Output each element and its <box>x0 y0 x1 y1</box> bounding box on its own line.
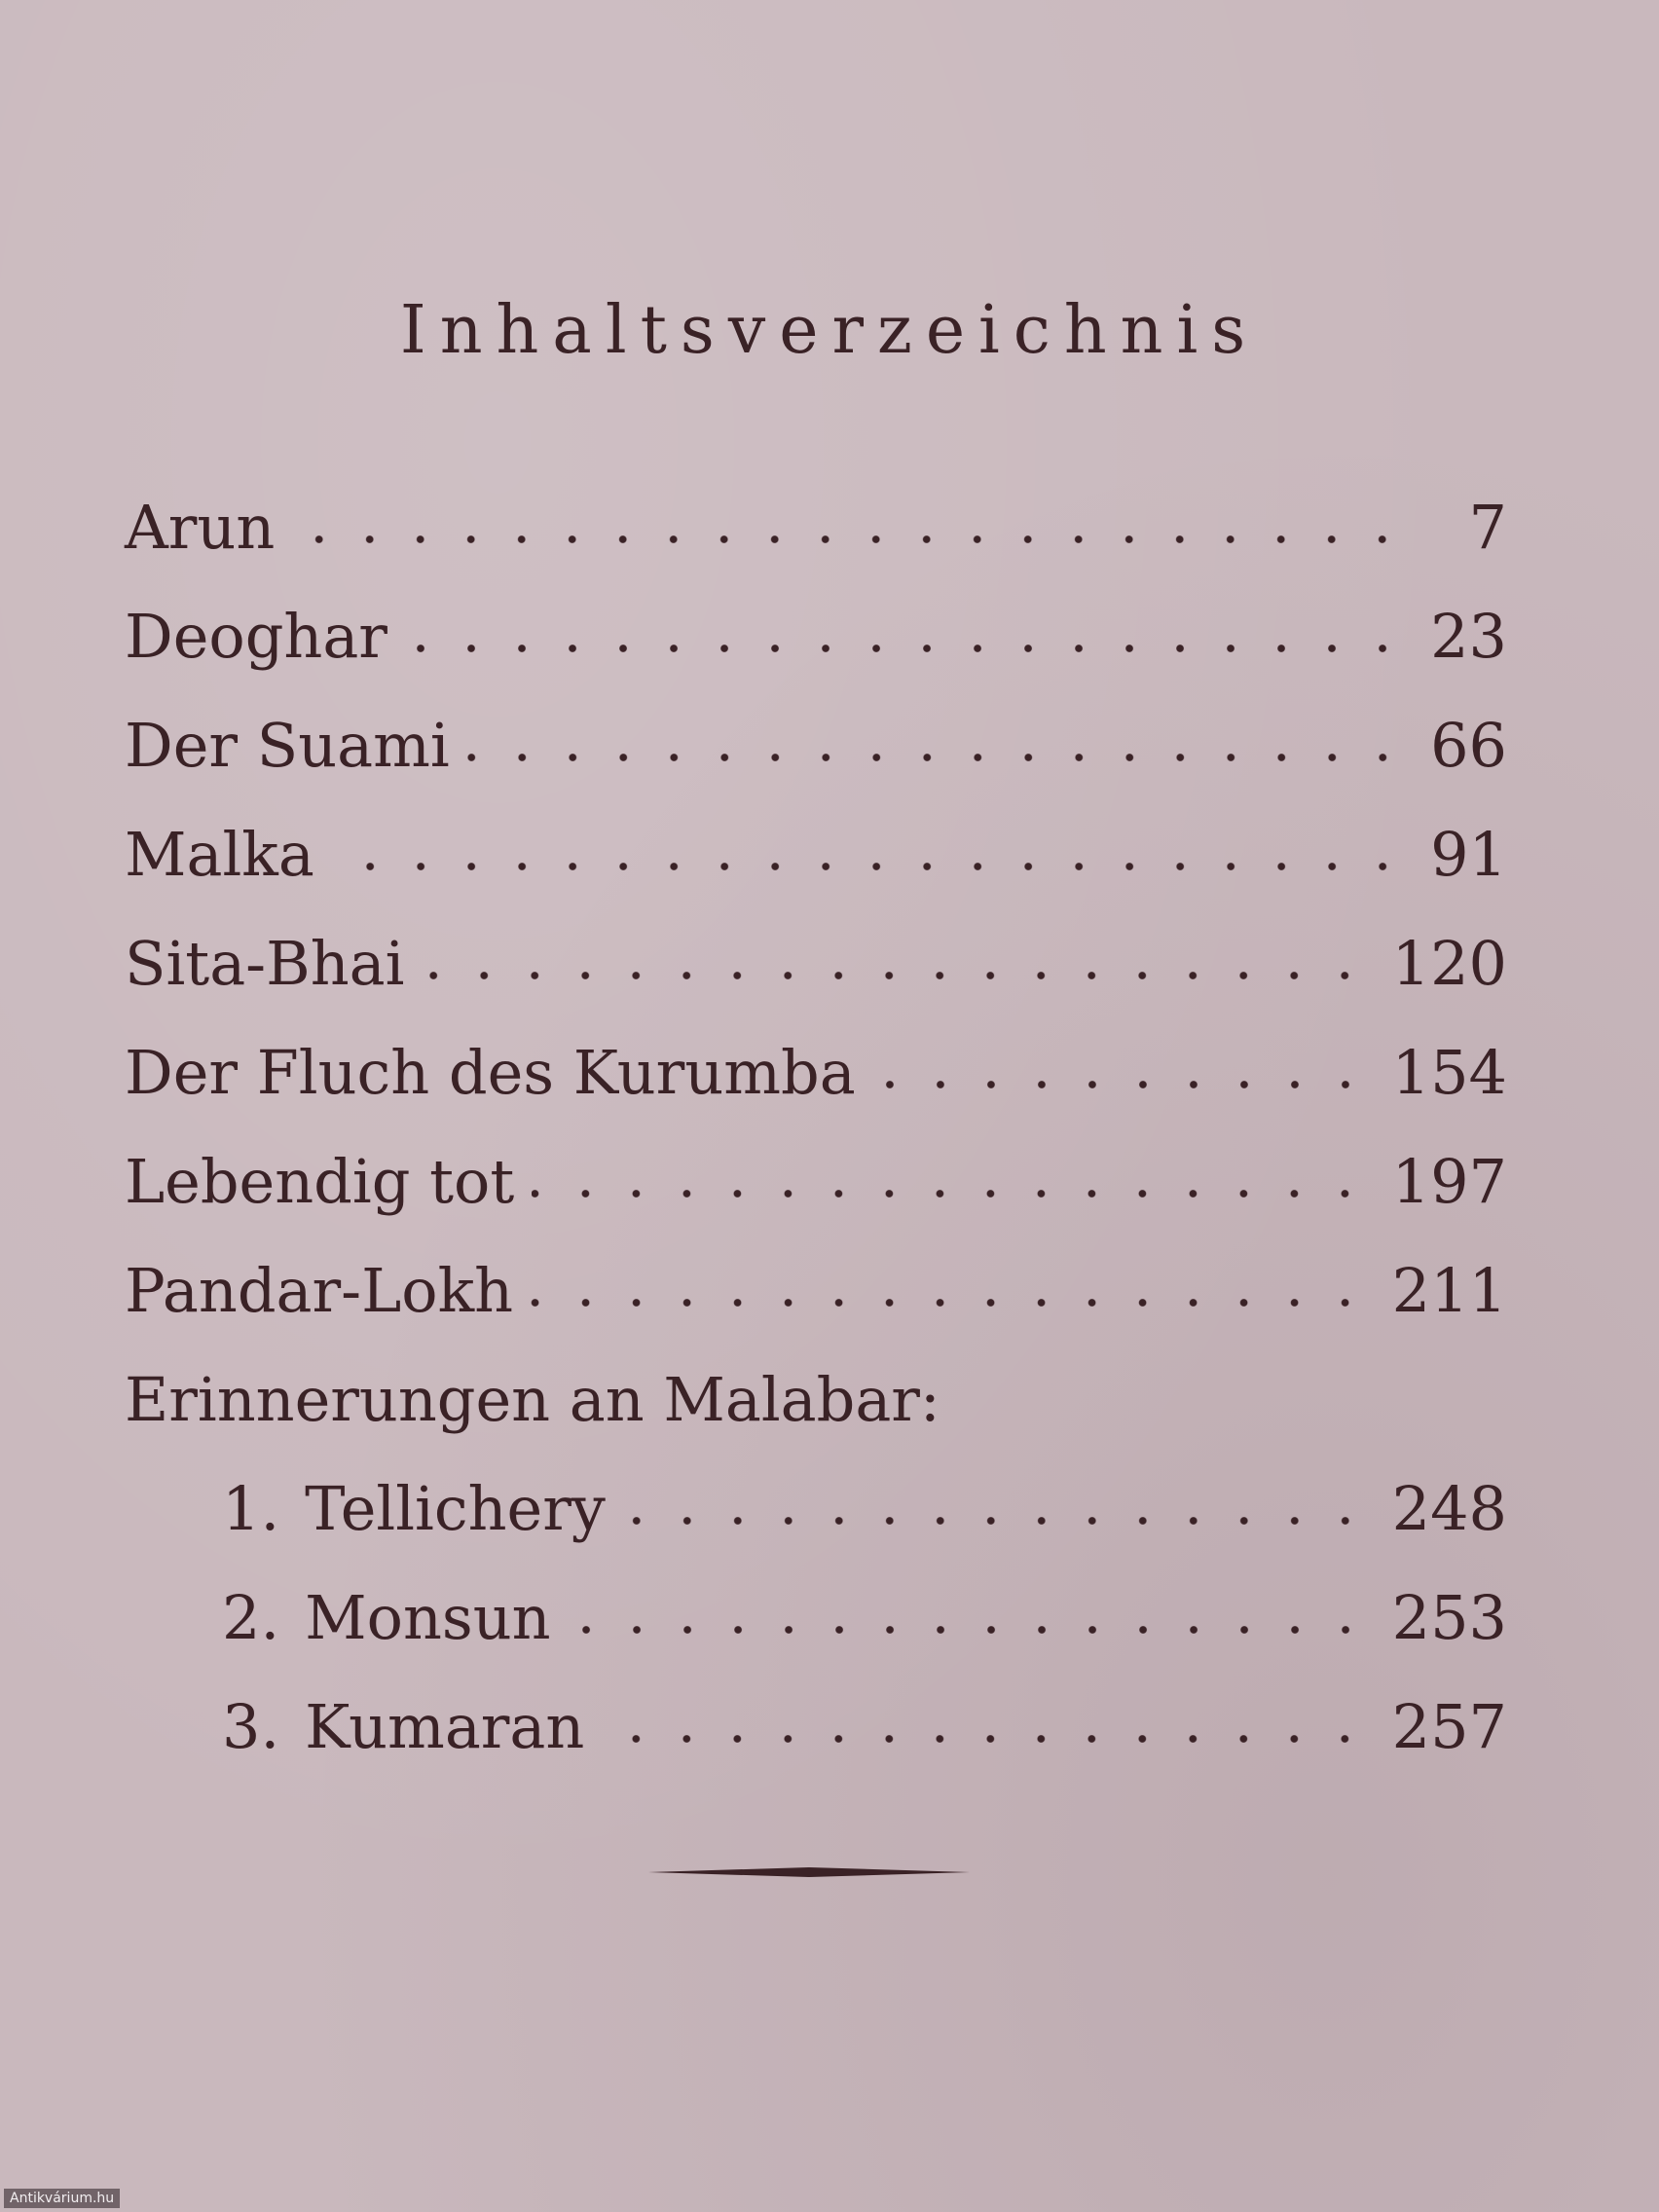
page-title: Inhaltsverzeichnis <box>399 292 1260 369</box>
toc-entry-page: 211 <box>1391 1255 1507 1326</box>
toc-subentry-number: 2. <box>222 1582 280 1653</box>
toc-entry-page: 23 <box>1430 601 1507 672</box>
toc-entry <box>125 1112 1507 1221</box>
toc-entry-title: Sita-Bhai <box>125 928 405 999</box>
dot-leader <box>405 639 1408 658</box>
toc-entry <box>125 785 1507 894</box>
dot-leader <box>422 966 1370 985</box>
dot-leader <box>292 530 1408 549</box>
toc-entry-page: 154 <box>1391 1037 1507 1108</box>
toc-entry-title: Arun <box>125 492 276 563</box>
toc-entry-page: 120 <box>1391 928 1507 999</box>
toc-entry-page: 197 <box>1391 1146 1507 1217</box>
dot-leader <box>531 1293 1371 1312</box>
toc-entry-title: Malka <box>125 819 314 890</box>
dot-leader <box>602 1729 1370 1749</box>
toc-subentry-page: 257 <box>1391 1691 1507 1762</box>
toc-entry-title: Lebendig tot <box>125 1146 515 1217</box>
toc-subentry <box>125 1657 1507 1766</box>
dot-leader <box>873 1075 1371 1094</box>
toc-subentry-page: 248 <box>1391 1473 1507 1544</box>
toc-subentry-number: 1. <box>222 1473 280 1544</box>
toc-subentry <box>125 1439 1507 1548</box>
toc-section-heading: Erinnerungen an Malabar: <box>125 1364 940 1435</box>
toc-entry-page: 66 <box>1430 710 1507 781</box>
toc-subentry-title: Monsun <box>305 1582 551 1653</box>
dot-leader <box>569 1620 1371 1640</box>
toc-subentry-title: Kumaran <box>305 1691 585 1762</box>
toc-subentry-number: 3. <box>222 1691 280 1762</box>
toc-entry <box>125 894 1507 1003</box>
toc-entry-title: Deoghar <box>125 601 387 672</box>
toc-entry-page: 91 <box>1430 819 1507 890</box>
toc-entry <box>125 567 1507 676</box>
toc-entry-page: 7 <box>1468 492 1507 563</box>
watermark: Antikvárium.hu <box>4 2189 120 2208</box>
dot-leader <box>467 748 1408 767</box>
toc-entry <box>125 1003 1507 1112</box>
dot-leader <box>532 1184 1370 1203</box>
toc-entry <box>125 458 1507 567</box>
toc-subentry-title: Tellichery <box>305 1473 606 1544</box>
toc-subentry-page: 253 <box>1391 1582 1507 1653</box>
toc-subentry <box>125 1548 1507 1657</box>
toc-entry <box>125 1221 1507 1330</box>
dot-leader <box>332 857 1408 876</box>
dot-leader <box>623 1511 1371 1530</box>
toc-entry-title: Der Fluch des Kurumba <box>125 1037 856 1108</box>
table-of-contents <box>125 458 1507 1766</box>
decorative-rule <box>648 1867 970 1877</box>
toc-entry-title: Der Suami <box>125 710 450 781</box>
toc-entry-title: Pandar-Lokh <box>125 1255 514 1326</box>
toc-section-heading-row <box>125 1330 1507 1439</box>
toc-entry <box>125 676 1507 785</box>
